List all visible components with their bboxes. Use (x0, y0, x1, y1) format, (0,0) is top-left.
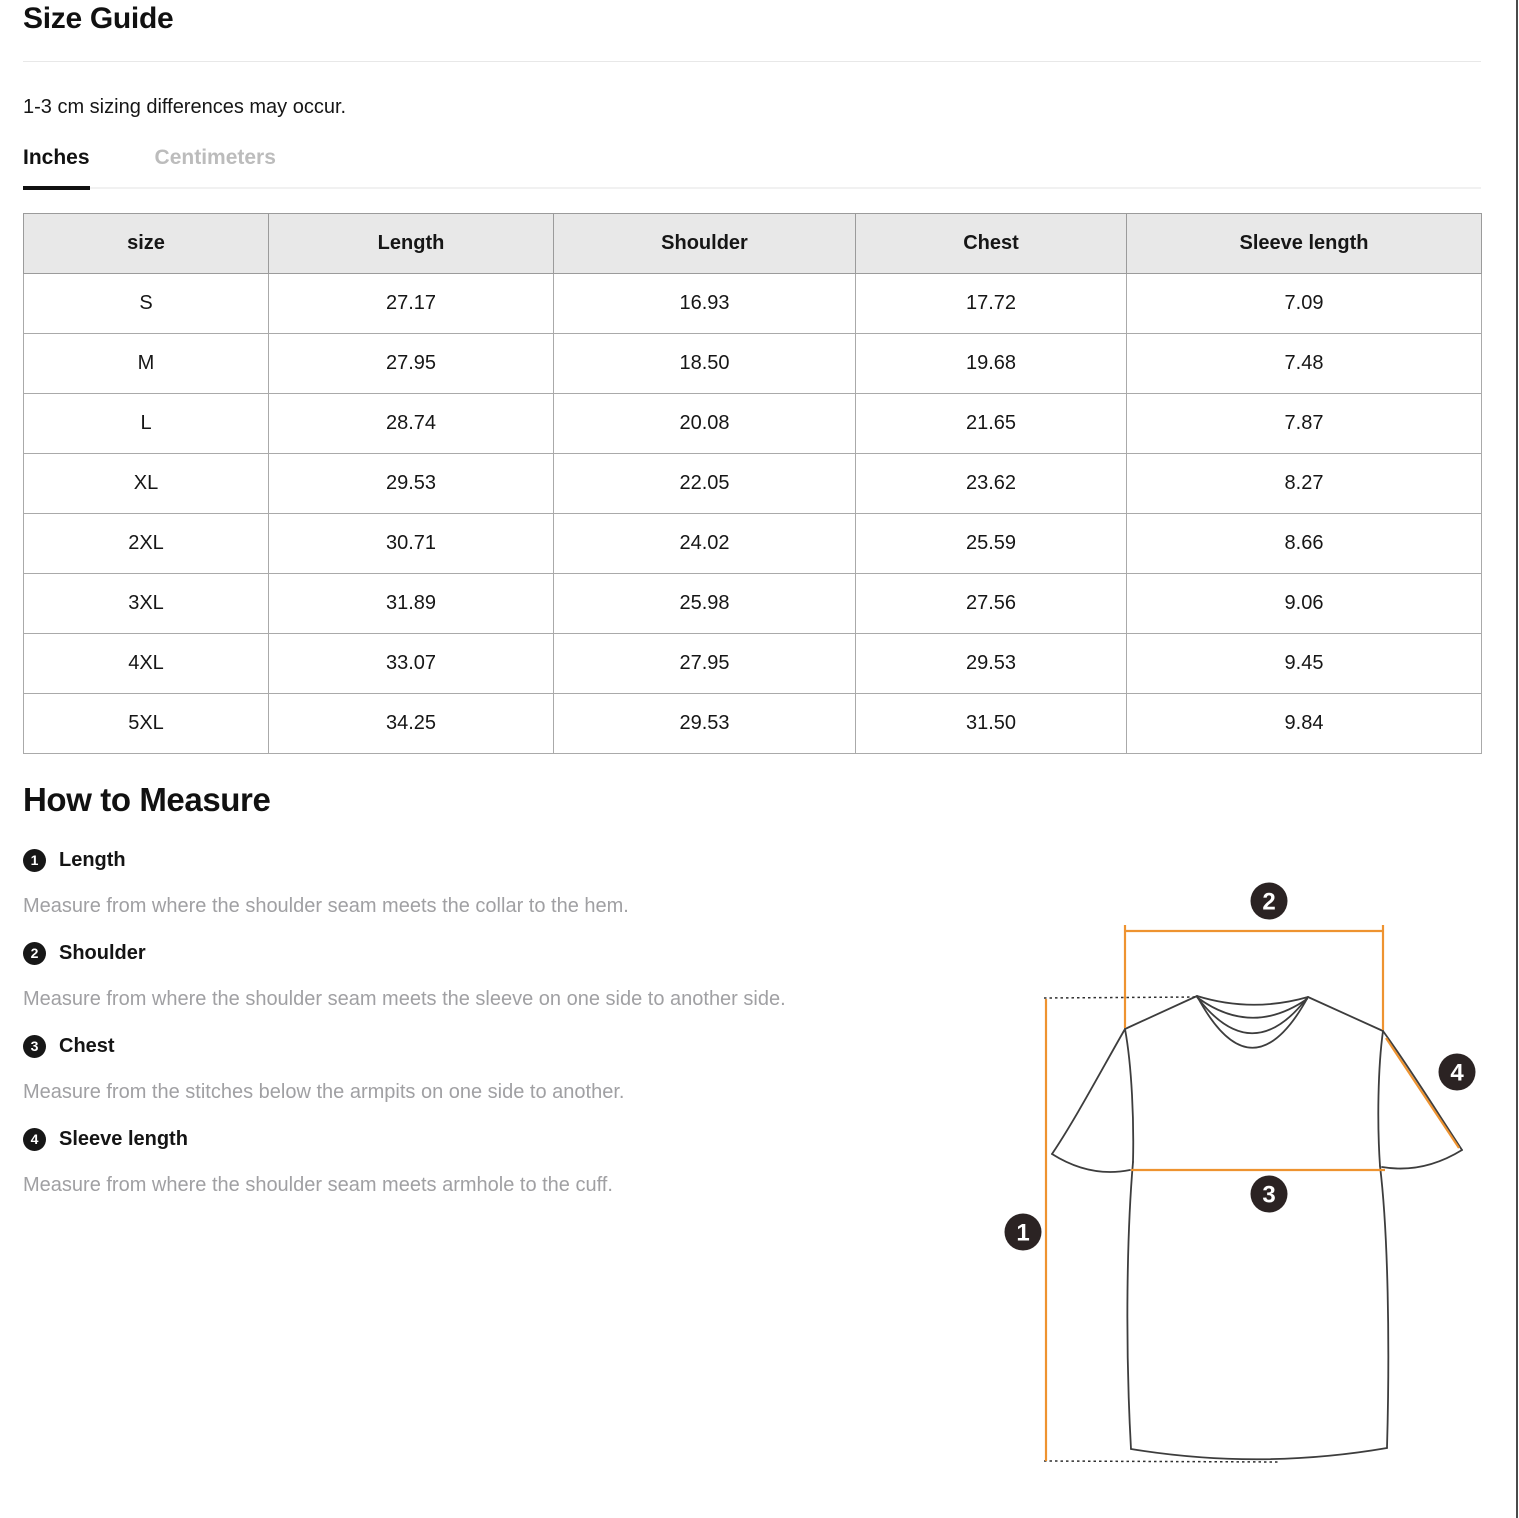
size-cell: 4XL (24, 634, 269, 694)
tshirt-measurement-diagram (985, 862, 1505, 1510)
table-row (24, 334, 1482, 394)
measurement-cell: 9.84 (1127, 694, 1482, 754)
table-row (24, 694, 1482, 754)
measurement-cell: 16.93 (554, 274, 856, 334)
measure-item-head (23, 848, 963, 872)
step-number-badge: 2 (23, 942, 46, 965)
column-header: Chest (856, 214, 1127, 274)
measurement-cell: 25.98 (554, 574, 856, 634)
tab-centimeters[interactable]: Centimeters (154, 146, 276, 169)
measurement-cell: 30.71 (269, 514, 554, 574)
dotted-guide-lines (1044, 997, 1278, 1462)
tshirt-outline (1052, 996, 1462, 1459)
measurement-cell: 27.56 (856, 574, 1127, 634)
unit-tabs (23, 146, 1481, 189)
badge-2-number: 2 (1262, 888, 1276, 916)
measure-item-head (23, 1127, 963, 1151)
measurement-cell: 33.07 (269, 634, 554, 694)
size-table (23, 213, 1482, 754)
measurement-cell: 8.27 (1127, 454, 1482, 514)
measure-item-label: Length (59, 848, 126, 871)
measurement-cell: 9.45 (1127, 634, 1482, 694)
table-header-row (24, 214, 1482, 274)
measurement-cell: 22.05 (554, 454, 856, 514)
measure-item-description: Measure from the stitches below the armpits on one side to another. (23, 1081, 625, 1103)
table-row (24, 394, 1482, 454)
how-to-measure-heading: How to Measure (23, 781, 271, 818)
measure-item-label: Sleeve length (59, 1127, 188, 1150)
measure-item-label: Chest (59, 1034, 115, 1057)
table-row (24, 574, 1482, 634)
measurement-cell: 29.53 (856, 634, 1127, 694)
table-row (24, 634, 1482, 694)
table-row (24, 454, 1482, 514)
measure-item-label: Shoulder (59, 941, 146, 964)
divider (23, 61, 1481, 62)
measure-item-head (23, 1034, 963, 1058)
measure-list (23, 848, 963, 1197)
size-cell: 3XL (24, 574, 269, 634)
measurement-cell: 17.72 (856, 274, 1127, 334)
column-header: size (24, 214, 269, 274)
measure-item-head (23, 941, 963, 965)
measurement-cell: 31.50 (856, 694, 1127, 754)
measurement-cell: 24.02 (554, 514, 856, 574)
measurement-cell: 29.53 (554, 694, 856, 754)
measurement-cell: 29.53 (269, 454, 554, 514)
size-cell: S (24, 274, 269, 334)
measurement-cell: 27.17 (269, 274, 554, 334)
measurement-cell: 9.06 (1127, 574, 1482, 634)
measurement-cell: 18.50 (554, 334, 856, 394)
step-number-badge: 4 (23, 1128, 46, 1151)
tshirt-diagram-svg (985, 862, 1505, 1510)
size-cell: XL (24, 454, 269, 514)
sizing-note: 1-3 cm sizing differences may occur. (23, 96, 347, 118)
size-cell: 5XL (24, 694, 269, 754)
sleeve-measure-line (1386, 1038, 1459, 1148)
measure-item-description: Measure from where the shoulder seam meets the collar to the hem. (23, 895, 629, 917)
size-cell: 2XL (24, 514, 269, 574)
step-number-badge: 1 (23, 849, 46, 872)
badge-4-number: 4 (1450, 1059, 1464, 1087)
measurement-cell: 19.68 (856, 334, 1127, 394)
badge-3-number: 3 (1262, 1181, 1276, 1209)
column-header: Shoulder (554, 214, 856, 274)
measure-item (23, 1127, 963, 1197)
size-cell: L (24, 394, 269, 454)
measurement-cell: 7.09 (1127, 274, 1482, 334)
measurement-cell: 7.48 (1127, 334, 1482, 394)
measurement-cell: 25.59 (856, 514, 1127, 574)
table-row (24, 274, 1482, 334)
measurement-cell: 31.89 (269, 574, 554, 634)
badge-1-number: 1 (1016, 1219, 1030, 1247)
measurement-cell: 34.25 (269, 694, 554, 754)
measurement-cell: 20.08 (554, 394, 856, 454)
measurement-cell: 21.65 (856, 394, 1127, 454)
tab-inches[interactable]: Inches (23, 146, 90, 190)
measure-item-description: Measure from where the shoulder seam meets the sleeve on one side to another side. (23, 988, 786, 1010)
page-title: Size Guide (23, 2, 174, 35)
measurement-cell: 27.95 (554, 634, 856, 694)
measure-item (23, 848, 963, 918)
measurement-cell: 23.62 (856, 454, 1127, 514)
measure-item (23, 941, 963, 1011)
column-header: Length (269, 214, 554, 274)
measurement-cell: 27.95 (269, 334, 554, 394)
column-header: Sleeve length (1127, 214, 1482, 274)
measurement-cell: 28.74 (269, 394, 554, 454)
measurement-cell: 7.87 (1127, 394, 1482, 454)
size-cell: M (24, 334, 269, 394)
table-row (24, 514, 1482, 574)
window-edge-line (1516, 0, 1518, 1518)
measurement-cell: 8.66 (1127, 514, 1482, 574)
measure-item-description: Measure from where the shoulder seam meets armhole to the cuff. (23, 1174, 613, 1196)
step-number-badge: 3 (23, 1035, 46, 1058)
measure-item (23, 1034, 963, 1104)
